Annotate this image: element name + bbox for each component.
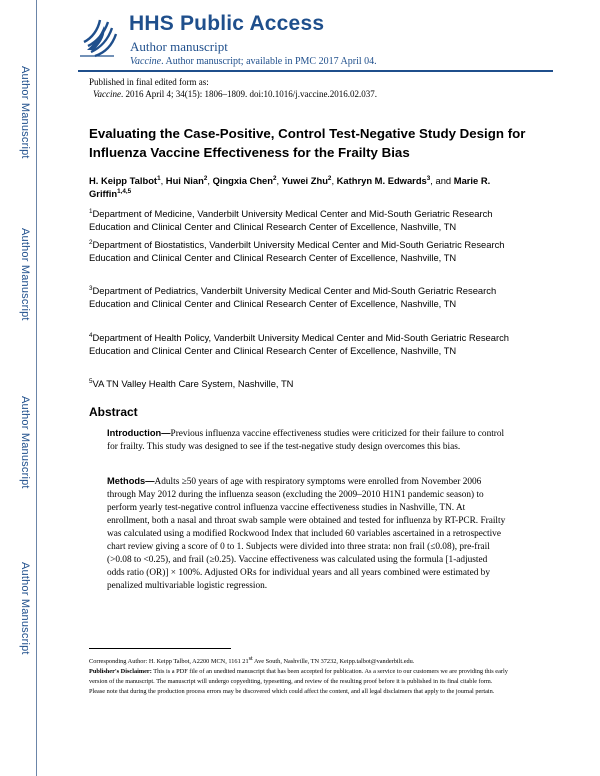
hhs-subtitle: Author manuscript xyxy=(130,39,228,54)
disclaimer-text: This is a PDF file of an unedited manuscript that has been accepted for publication. As a service to our customers we are providing this early version of the manuscript. The manuscript will undergo copyediting, typesetting, and review of the resulting proof before it is published in its final citable form. Please note that during the production process errors may be discovered which could affect the content, and all legal disclaimers that apply to the journal pertain. xyxy=(89,668,508,695)
author-affiliation-sup: 1 xyxy=(157,174,161,182)
affiliation-text: VA TN Valley Health Care System, Nashville, TN xyxy=(92,378,294,389)
author-affiliation-sup: 2 xyxy=(327,174,332,182)
affiliation xyxy=(89,207,509,233)
section-text: Adults ≥50 years of age with respiratory symptoms were enrolled from November 2006 through May 2012 during the influenza season (excluding the 2009–2010 H1N1 pandemic season) to perform yearly test-negative control influenza vaccine effectiveness studies in Nashville, TN. At enrollment, both a nasal and throat swab sample were obtained and tested for influenza by RT-PCR. Frailty was calculated using a modified Rockwood Index that included 60 variables ascertained in a retrospective chart review giving a score of 0 to 1. Subjects were divided into three strata: non frail (≤0.08), pre-frail (>0.08 to <0.25), and frail (≥0.25). Vaccine effectiveness was calculated using the formula [1-adjusted odds ratio (OR)] × 100%. Adjusted ORs for individual years and all years combined were estimated by penalized multivariable logistic regression. xyxy=(107,477,506,591)
author-name: Hui Nian xyxy=(165,175,204,186)
availability-text: . Author manuscript; available in PMC 2017 April 04. xyxy=(161,56,377,67)
author-affiliation-sup: 1,4,5 xyxy=(117,187,132,195)
paper-title: Evaluating the Case-Positive, Control Test-Negative Study Design for Influenza Vaccine Effectiveness for the Frailty Bias xyxy=(89,126,526,160)
affiliation-number: 4 xyxy=(89,331,93,339)
header-rule xyxy=(78,70,553,72)
abstract-heading: Abstract xyxy=(89,405,138,419)
side-label-author-manuscript: Author Manuscript xyxy=(19,562,31,655)
side-label-author-manuscript: Author Manuscript xyxy=(19,396,31,489)
publication-info xyxy=(89,76,377,100)
author-affiliation-sup: 3 xyxy=(426,174,431,182)
affiliation-number: 3 xyxy=(89,284,93,292)
publisher-disclaimer xyxy=(89,667,509,697)
hhs-header xyxy=(78,12,558,70)
author-affiliation-sup: 2 xyxy=(273,174,277,182)
hhs-title: HHS Public Access xyxy=(129,12,325,35)
affiliation xyxy=(89,377,509,390)
affiliation xyxy=(89,331,509,357)
affiliation-text: Department of Pediatrics, Vanderbilt University Medical Center and Mid-South Geriatric Research Education and Clinical Center and Clinical Research Center of Excellence, Nashville, TN xyxy=(89,285,497,309)
citation-details: . 2016 April 4; 34(15): 1806–1809. doi:10.1016/j.vaccine.2016.02.037. xyxy=(120,89,377,99)
side-label-author-manuscript: Author Manuscript xyxy=(19,228,31,321)
hhs-eagle-logo-icon xyxy=(78,12,120,58)
author-name: Qingxia Chen xyxy=(212,175,273,186)
affiliation-text: Department of Biostatistics, Vanderbilt University Medical Center and Mid-South Geriatric Research Education and Clinical Center and Clinical Research Center of Excellence, Nashville, TN xyxy=(89,239,505,263)
affiliation xyxy=(89,284,509,310)
section-lead: Introduction— xyxy=(107,428,171,438)
abstract-methods xyxy=(107,475,507,593)
section-text: Previous influenza vaccine effectiveness studies were criticized for their failure to control for frailty. This study was designed to see if the test-negative study design overcomes this bias. xyxy=(107,429,505,452)
author-affiliation-sup: 2 xyxy=(203,174,208,182)
availability-line xyxy=(130,56,377,67)
affiliation-number: 1 xyxy=(89,207,93,215)
footnote-rule xyxy=(89,648,231,649)
abstract-introduction xyxy=(107,427,507,454)
citation xyxy=(89,88,377,100)
affiliation-text: Department of Medicine, Vanderbilt University Medical Center and Mid-South Geriatric Research Education and Clinical Center and Clinical Research Center of Excellence, Nashville, TN xyxy=(89,208,493,232)
author-list: H. Keipp Talbot$^1$, Hui Nian$^2$, Qingxia Chen$^2$, Yuwei Zhu$^2$, Kathryn M. Edwards$^3$, and Marie R. Griffin$^{1,4,5}$ xyxy=(89,174,491,199)
author-name: Kathryn M. Edwards xyxy=(336,175,427,186)
side-label-author-manuscript: Author Manuscript xyxy=(19,66,31,159)
corresponding-author-note: Corresponding Author: H. Keipp Talbot, A2200 MCN, 1161 21st Ave South, Nashville, TN 37232, Keipp.talbot@vanderbilt.edu. xyxy=(89,654,415,665)
journal-name: Vaccine xyxy=(130,56,162,67)
side-rule xyxy=(36,0,37,776)
author-name: Yuwei Zhu xyxy=(281,175,328,186)
published-label: Published in final edited form as: xyxy=(89,77,209,87)
author-name: Marie R. Griffin xyxy=(89,175,491,199)
author-name: H. Keipp Talbot xyxy=(89,175,158,186)
affiliation xyxy=(89,238,509,264)
citation-journal: Vaccine xyxy=(93,89,121,99)
section-lead: Methods— xyxy=(107,476,155,486)
disclaimer-label: Publisher's Disclaimer: xyxy=(89,668,152,675)
affiliation-number: 2 xyxy=(89,238,93,246)
affiliation-text: Department of Health Policy, Vanderbilt University Medical Center and Mid-South Geriatric Research Education and Clinical Center and Clinical Research Center of Excellence, Nashville, TN xyxy=(89,332,510,356)
affiliation-number: 5 xyxy=(89,377,93,385)
